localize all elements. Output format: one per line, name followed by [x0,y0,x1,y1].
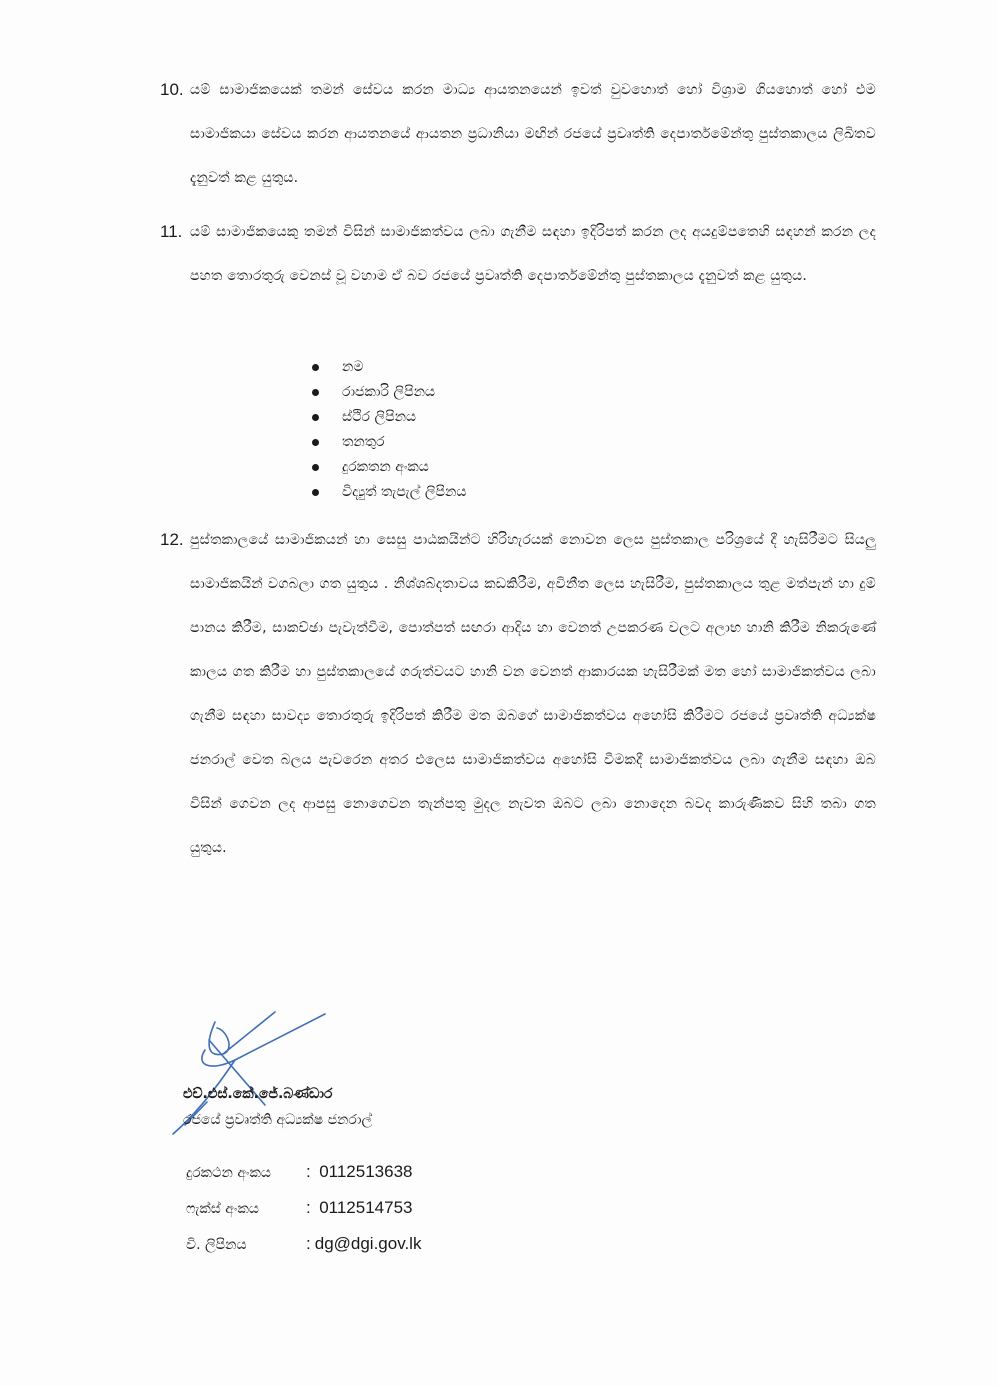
bullet-icon [312,364,319,371]
clause-number: 10. [160,80,184,99]
list-item: දුරකතන අංකය [310,455,466,480]
list-item: නම [310,355,466,380]
clause-text: යම් සාමාජිකයෙක් තමන් සේවය කරන මාධ්‍ය ආයතනයෙන් ඉවත් වුවහොත් හෝ විශ්‍රාම ගියහොත් හෝ එම සාමාජිකයා සේවය කරන ආයතනයේ ආයතන ප්‍රධානියා මඟින් රජයේ ප්‍රවෘත්ති දෙපාර්තමේන්තු පුස්තකාලය ලිඛිතව දැනුවත් කළ යුතුය. [190,82,876,186]
email-address: dg@dgi.gov.lk [314,1234,422,1253]
clause-10 [160,68,876,200]
bullet-icon [312,489,319,496]
signatory-title: රජයේ ප්‍රවෘත්ති අධ්‍යක්ෂ ජනරාල් [183,1112,373,1128]
clause-number: 12. [160,530,184,549]
clause-11 [160,210,876,298]
contact-label: වි. ලිපිනය [186,1237,247,1253]
bullet-icon [312,464,319,471]
clause-number: 11. [160,222,183,241]
changed-details-list [310,355,466,505]
bullet-icon [312,389,319,396]
contact-label: ෆැක්ස් අංකය [186,1201,259,1217]
list-item: විද්‍යුත් තැපැල් ලිපිනය [310,480,466,505]
list-item: ස්ථිර ලිපිනය [310,405,466,430]
clause-12 [160,518,876,870]
fax-number: 0112514753 [319,1198,413,1217]
clause-text: යම් සාමාජිකයෙකු තමන් විසින් සාමාජිකත්වය ලබා ගැනීම සඳහා ඉදිරිපත් කරන ලද අයදුම්පතෙහි සඳහන් කරන ලද පහත තොරතුරු වෙනස් වූ වහාම ඒ බව රජයේ ප්‍රවෘත්ති දෙපාර්තමේන්තු පුස්තකාලය දැනුවත් කළ යුතුය. [190,224,876,284]
signatory-name: එච්.එස්.කේ.ජේ.බණ්ඩාර [183,1086,333,1102]
contact-fax: ෆැක්ස් අංකය : 0112514753 [186,1193,421,1229]
contact-details [186,1157,421,1265]
bullet-icon [312,439,319,446]
clause-text: පුස්තකාලයේ සාමාජිකයන් හා සෙසු පාඨකයින්ට හිරිහැරයක් නොවන ලෙස පුස්තකාල පරිශ්‍රයේ දී හැසිරීමට සියලු සාමාජිකයින් වගබලා ගත යුතුය . නිශ්ශබ්දතාවය කඩකිරීම, අවිනීත ලෙස හැසිරීම, පුස්තකාලය තුළ මත්පැන් හා දුම් පානය කිරීම, සාකච්ඡා පැවැත්වීම, පොත්පත් සඟරා ආදිය හා වෙනත් උපකරණ වලට අලාභ හානි කිරීම නිකරුණේ කාලය ගත කිරීම හා පුස්තකාලයේ ගරුත්වයට හානි වන වෙනත් ආකාරයක හැසිරීමක් මත හෝ සාමාජිකත්වය ලබා ගැනීම සඳහා සාවද්‍ය තොරතුරු ඉදිරිපත් කිරීම මත ඔබගේ සාමාජිකත්වය අහෝසි කිරීමට රජයේ ප්‍රවෘත්ති අධ්‍යක්ෂ ජනරාල් වෙත බලය පැවරෙන අතර එලෙස සාමාජිකත්වය අහෝසි වීමකදී සාමාජිකත්වය ලබා ගැනීම සඳහා ඔබ විසින් ගෙවන ලද ආපසු නොගෙවන තැන්පතු මුදල නැවත ඔබට ලබා නොදෙන බවද කාරුණිකව සිහි තබා ගත යුතුය. [190,532,876,856]
phone-number: 0112513638 [319,1162,413,1181]
contact-phone: දුරකථන අංකය : 0112513638 [186,1157,421,1193]
contact-email: වි. ලිපිනය : dg@dgi.gov.lk [186,1229,421,1265]
bullet-icon [312,414,319,421]
contact-label: දුරකථන අංකය [186,1165,271,1181]
list-item: තනතුර [310,430,466,455]
list-item: රාජකාරි ලිපිනය [310,380,466,405]
